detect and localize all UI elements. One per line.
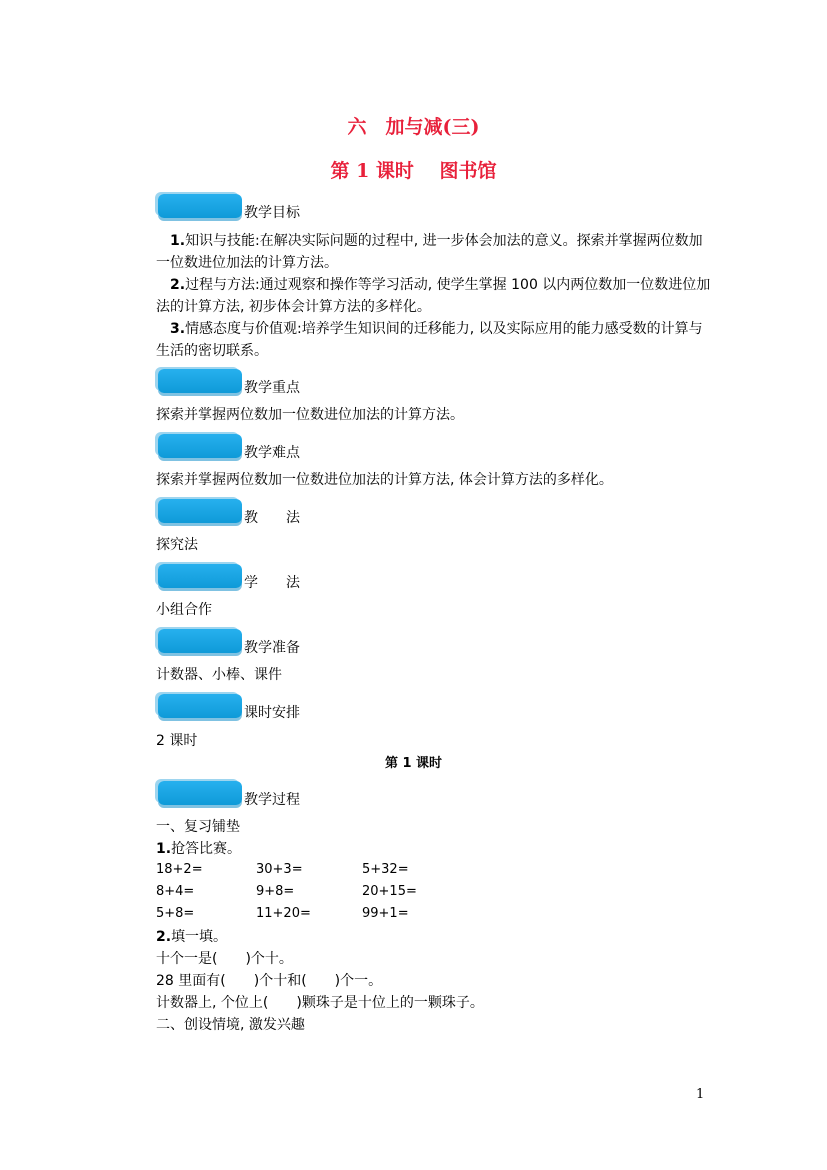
exercise: 20+15= [362, 884, 417, 899]
section-label: 教学过程 [244, 792, 300, 808]
question-2-title: 2.填一填。 [156, 929, 228, 945]
schedule-text: 2 课时 [156, 733, 198, 749]
section-tag-icon [158, 629, 242, 653]
learning-method-text: 小组合作 [156, 602, 212, 618]
process-part-1: 一、复习铺垫 [156, 819, 240, 835]
section-tag-icon [158, 564, 242, 588]
section-heading-process [158, 787, 300, 811]
section-heading-difficulties [158, 440, 300, 464]
goal-item: 3.情感态度与价值观:培养学生知识间的迁移能力, 以及实际应用的能力感受数的计算与生活的密切联系。 [156, 321, 703, 359]
section-label: 教学重点 [244, 380, 300, 396]
section-label: 教学准备 [244, 640, 300, 656]
section-label: 教学目标 [244, 205, 300, 221]
question-1-title: 1.抢答比赛。 [156, 841, 242, 857]
exercise: 18+2= [156, 862, 203, 877]
preparation-text: 计数器、小棒、课件 [156, 667, 282, 683]
fill-line: 28 里面有( )个十和( )个一。 [156, 973, 383, 989]
section-heading-key-points [158, 375, 300, 399]
fill-line: 十个一是( )个十。 [156, 951, 293, 967]
process-part-2: 二、创设情境, 激发兴趣 [156, 1017, 305, 1033]
section-heading-preparation [158, 635, 300, 659]
section-label: 课时安排 [244, 705, 300, 721]
section-label: 教 法 [244, 510, 300, 526]
exercise: 99+1= [362, 906, 409, 921]
lesson-heading: 第 1 课时 [384, 756, 443, 771]
section-label: 教学难点 [244, 445, 300, 461]
exercise: 11+20= [256, 906, 311, 921]
section-tag-icon [158, 194, 242, 218]
section-heading-schedule [158, 700, 300, 724]
exercise: 8+4= [156, 884, 195, 899]
lesson-title: 第 1 课时 图书馆 [330, 160, 497, 182]
section-tag-icon [158, 369, 242, 393]
exercise: 30+3= [256, 862, 303, 877]
exercise: 5+32= [362, 862, 409, 877]
section-tag-icon [158, 694, 242, 718]
section-heading-teaching-method [158, 505, 300, 529]
fill-line: 计数器上, 个位上( )颗珠子是十位上的一颗珠子。 [156, 995, 484, 1011]
section-tag-icon [158, 781, 242, 805]
exercise: 9+8= [256, 884, 295, 899]
section-label: 学 法 [244, 575, 300, 591]
goal-item: 1.知识与技能:在解决实际问题的过程中, 进一步体会加法的意义。探索并掌握两位数加一位数进位加法的计算方法。 [156, 233, 703, 271]
key-points-text: 探索并掌握两位数加一位数进位加法的计算方法。 [156, 407, 464, 423]
section-tag-icon [158, 434, 242, 458]
page-number: 1 [696, 1087, 705, 1102]
goal-item: 2.过程与方法:通过观察和操作等学习活动, 使学生掌握 100 以内两位数加一位数进位加法的计算方法, 初步体会计算方法的多样化。 [156, 277, 711, 315]
section-heading-learning-method [158, 570, 300, 594]
section-tag-icon [158, 499, 242, 523]
teaching-method-text: 探究法 [156, 537, 198, 553]
difficulties-text: 探索并掌握两位数加一位数进位加法的计算方法, 体会计算方法的多样化。 [156, 472, 613, 488]
section-heading-goals [158, 200, 300, 224]
exercise: 5+8= [156, 906, 195, 921]
chapter-title: 六 加与减(三) [347, 116, 480, 138]
